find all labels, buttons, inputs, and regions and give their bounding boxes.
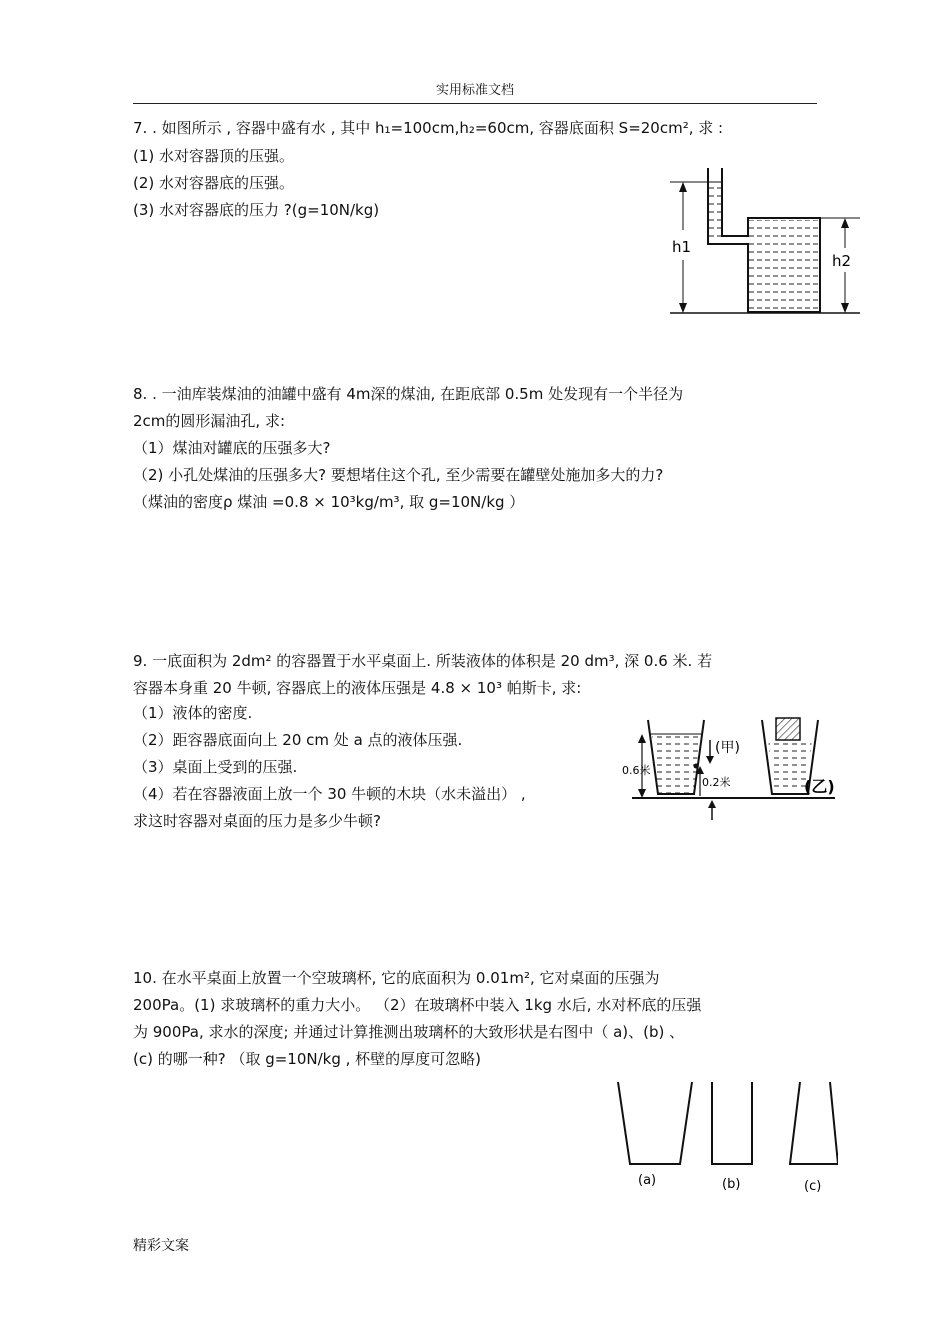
q7-container-figure (660, 160, 870, 325)
q7-label-h1: h1 (672, 238, 692, 256)
q9-label-depth: 0.6米 (622, 764, 651, 777)
q9-part-2: （2）距容器底面向上 20 cm 处 a 点的液体压强. (133, 731, 463, 749)
q10-label-a: (a) (638, 1173, 657, 1188)
q8-stem-line-1: 8. . 一油库装煤油的油罐中盛有 4m深的煤油, 在距底部 0.5m 处发现有一个半径为 (133, 385, 684, 403)
q9-label-jia: (甲) (715, 740, 740, 756)
q9-stem-line-1: 9. 一底面积为 2dm² 的容器置于水平桌面上. 所装液体的体积是 20 dm³, 深 0.6 米. 若 (133, 652, 713, 670)
q9-container-figure (620, 706, 840, 824)
q8-part-3: （煤油的密度ρ 煤油 =0.8 × 10³kg/m³, 取 g=10N/kg ） (133, 493, 525, 511)
q8-part-1: （1）煤油对罐底的压强多大? (133, 439, 331, 457)
q10-label-b: (b) (722, 1177, 741, 1192)
header-rule (133, 103, 817, 104)
q9-part-4: （4）若在容器液面上放一个 30 牛顿的木块（水未溢出） , (133, 785, 526, 803)
q8-part-2: （2) 小孔处煤油的压强多大? 要想堵住这个孔, 至少需要在罐壁处施加多大的力? (133, 466, 664, 484)
q9-label-height: 0.2米 (702, 776, 731, 789)
q9-part-3: （3）桌面上受到的压强. (133, 758, 298, 776)
q9-part-1: （1）液体的密度. (133, 704, 253, 722)
page-footer: 精彩文案 (133, 1238, 189, 1254)
q9-label-yi: (乙) (804, 777, 835, 796)
q7-part-1: (1) 水对容器顶的压强。 (133, 147, 295, 165)
q8-stem-line-2: 2cm的圆形漏油孔, 求: (133, 412, 285, 430)
q7-stem: 7. . 如图所示 , 容器中盛有水 , 其中 h₁=100cm,h₂=60cm, 容器底面积 S=20cm², 求 : (133, 119, 724, 137)
q10-label-c: (c) (804, 1179, 822, 1194)
q10-stem-line-2: 200Pa。(1) 求玻璃杯的重力大小。 （2）在玻璃杯中装入 1kg 水后, 水对杯底的压强 (133, 996, 702, 1014)
q7-part-2: (2) 水对容器底的压强。 (133, 174, 295, 192)
q7-part-3: (3) 水对容器底的压力 ?(g=10N/kg) (133, 201, 380, 219)
q10-glass-shapes-figure (608, 1072, 838, 1197)
q9-part-5: 求这时容器对桌面的压力是多少牛顿? (133, 812, 381, 830)
q7-label-h2: h2 (832, 252, 852, 270)
q10-stem-line-1: 10. 在水平桌面上放置一个空玻璃杯, 它的底面积为 0.01m², 它对桌面的压强为 (133, 969, 660, 987)
page-header: 实用标准文档 (435, 83, 514, 98)
q9-stem-line-2: 容器本身重 20 牛顿, 容器底上的液体压强是 4.8 × 10³ 帕斯卡, 求: (133, 679, 582, 697)
q10-stem-line-3: 为 900Pa, 求水的深度; 并通过计算推测出玻璃杯的大致形状是右图中（ a)、(b) 、 (133, 1023, 685, 1041)
q10-stem-line-4: (c) 的哪一种? （取 g=10N/kg , 杯壁的厚度可忽略) (133, 1050, 482, 1068)
